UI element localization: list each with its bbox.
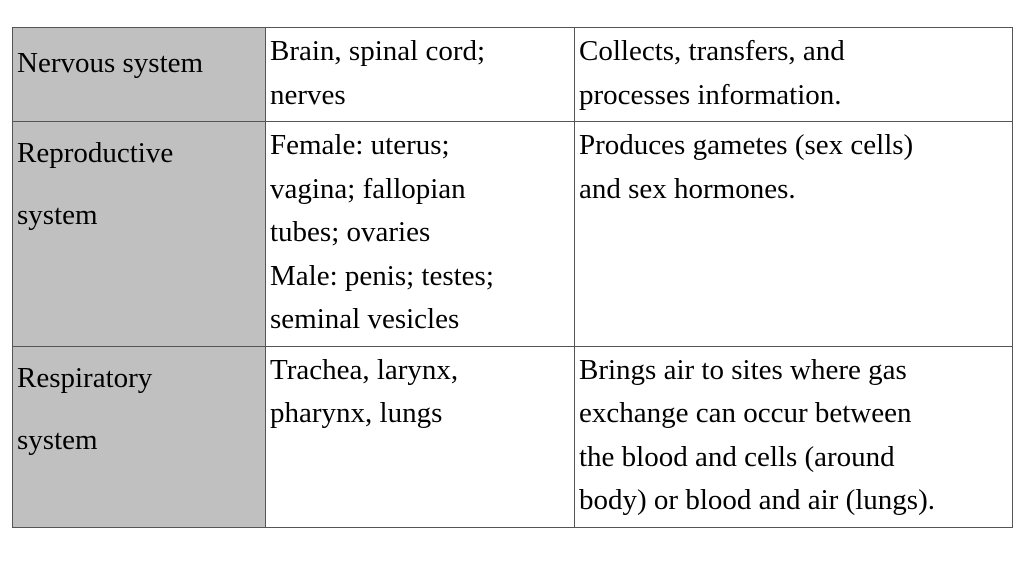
organs-line: Female: uterus; <box>270 129 450 161</box>
system-name-line: system <box>17 423 98 456</box>
organ-systems-table <box>12 27 1013 528</box>
organs-line: vagina; fallopian <box>270 172 466 205</box>
function-line: exchange can occur between <box>579 397 912 429</box>
function-line: and sex hormones. <box>579 172 796 205</box>
function-cell <box>575 346 1013 527</box>
organs-line: seminal vesicles <box>270 303 460 335</box>
organs-line: Brain, spinal cord; <box>270 35 486 67</box>
organs-cell <box>266 122 575 347</box>
function-line: body) or blood and air (lungs). <box>579 484 935 516</box>
system-name-line: system <box>17 199 98 231</box>
system-cell <box>13 346 266 527</box>
organs-cell <box>266 346 575 527</box>
table-row <box>13 28 1013 122</box>
organs-line: tubes; ovaries <box>270 216 431 248</box>
organs-line: Male: penis; testes; <box>270 259 494 292</box>
system-name-line: Respiratory <box>17 361 153 394</box>
system-cell <box>13 28 266 122</box>
system-cell <box>13 122 266 347</box>
system-name-line: Reproductive <box>17 137 174 169</box>
function-line: Brings air to sites where gas <box>579 353 907 386</box>
organs-cell <box>266 28 575 122</box>
function-line: processes information. <box>579 78 842 111</box>
function-line: Collects, transfers, and <box>579 35 845 67</box>
table-row <box>13 122 1013 347</box>
organs-line: Trachea, larynx, <box>270 353 459 386</box>
system-name-line: Nervous system <box>17 47 204 79</box>
function-cell <box>575 28 1013 122</box>
organs-line: pharynx, lungs <box>270 397 443 429</box>
function-cell <box>575 122 1013 347</box>
organs-line: nerves <box>270 78 346 111</box>
function-line: Produces gametes (sex cells) <box>579 129 914 161</box>
function-line: the blood and cells (around <box>579 440 895 473</box>
table-row <box>13 346 1013 527</box>
